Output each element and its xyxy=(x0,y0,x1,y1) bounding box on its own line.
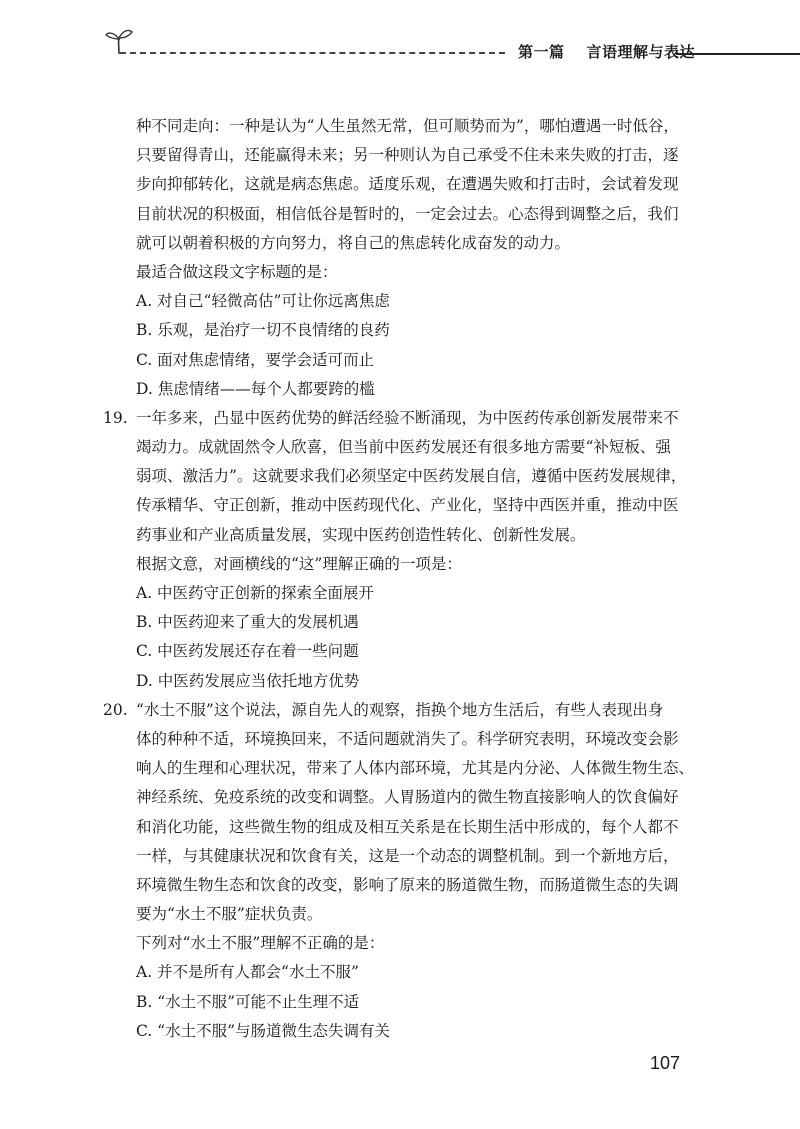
passage-line: 目前状况的积极面，相信低谷是暂时的，一定会过去。心态得到调整之后，我们 xyxy=(136,204,679,223)
page-content xyxy=(103,112,698,1046)
header-title xyxy=(518,41,695,62)
q19-option-b: B. 中医药迎来了重大的发展机遇 xyxy=(136,613,359,632)
q18-option-a: A. 对自己“轻微高估”可让你远离焦虑 xyxy=(136,292,390,311)
passage-line: 和消化功能，这些微生物的组成及相互关系是在长期生活中形成的，每个人都不 xyxy=(136,817,679,836)
passage-line: 一样，与其健康状况和饮食有关，这是一个动态的调整机制。到一个新地方后， xyxy=(136,846,679,865)
q20-number: 20. xyxy=(103,700,128,719)
q18-passage xyxy=(112,112,698,258)
q19-option-a: A. 中医药守正创新的探索全面展开 xyxy=(136,584,375,602)
passage-line: 就可以朝着积极的方向努力，将自己的焦虑转化成奋发的动力。 xyxy=(136,233,571,252)
header-dashed-rule xyxy=(120,52,505,54)
q20-line xyxy=(103,696,698,725)
passage-line: 响人的生理和心理状况，带来了人体内部环境，尤其是内分泌、人体微生物生态、 xyxy=(136,759,695,778)
q20-prompt: 下列对“水土不服”理解不正确的是： xyxy=(136,934,385,953)
passage-line: 步向抑郁转化，这就是病态焦虑。适度乐观，在遭遇失败和打击时，会试着发现 xyxy=(136,175,679,194)
q20-option-a: A. 并不是所有人都会“水土不服” xyxy=(136,963,359,982)
q18-option-d: D. 焦虑情绪——每个人都要跨的槛 xyxy=(136,379,375,398)
passage-line: 神经系统、免疫系统的改变和调整。人胃肠道内的微生物直接影响人的饮食偏好 xyxy=(136,788,679,807)
passage-line: 药事业和产业高质量发展，实现中医药创造性转化、创新性发展。 xyxy=(136,525,586,544)
q19-number: 19. xyxy=(103,408,128,427)
passage-line: 传承精华、守正创新，推动中医药现代化、产业化，坚持中西医并重，推动中医 xyxy=(136,496,679,515)
passage-line: 一年多来，凸显中医药优势的鲜活经验不断涌现，为中医药传承创新发展带来不 xyxy=(136,408,679,427)
passage-line: “水土不服”这个说法，源自先人的观察，指换个地方生活后，有些人表现出身 xyxy=(136,700,664,719)
q20-option-c: C. “水土不服”与肠道微生态失调有关 xyxy=(136,1021,391,1040)
q18-prompt: 最适合做这段文字标题的是： xyxy=(136,262,338,281)
q19-option-d: D. 中医药发展应当依托地方优势 xyxy=(136,671,360,690)
q19-option-c: C. 中医药发展还存在着一些问题 xyxy=(136,642,359,661)
q19-line xyxy=(103,404,698,433)
header-section-title: 言语理解与表达 xyxy=(586,43,696,61)
q19-prompt: 根据文意，对画横线的“这”理解正确的一项是： xyxy=(136,554,462,573)
q18-option-b: B. 乐观，是治疗一切不良情绪的良药 xyxy=(136,321,390,340)
passage-line: 竭动力。成就固然令人欣喜，但当前中医药发展还有很多地方需要“补短板、强 xyxy=(136,438,671,457)
passage-line: 只要留得青山，还能赢得未来；另一种则认为自己承受不住未来失败的打击，逐 xyxy=(136,146,679,165)
page-header xyxy=(0,0,800,80)
passage-line: 要为“水土不服”症状负责。 xyxy=(136,905,323,924)
passage-line: 种不同走向：一种是认为“人生虽然无常，但可顺势而为”，哪怕遭遇一时低谷， xyxy=(136,117,679,135)
header-solid-rule xyxy=(676,53,800,55)
passage-line: 体的种种不适，环境换回来，不适问题就消失了。科学研究表明，环境改变会影 xyxy=(136,729,679,748)
header-part: 第一篇 xyxy=(518,43,565,61)
page-number: 107 xyxy=(650,1053,681,1073)
q20-option-b: B. “水土不服”可能不止生理不适 xyxy=(136,992,360,1011)
passage-line: 弱项、激活力”。这就要求我们必须坚定中医药发展自信，遵循中医药发展规律， xyxy=(136,467,687,486)
q18-option-c: C. 面对焦虑情绪，要学会适可而止 xyxy=(136,350,375,369)
passage-line: 环境微生物生态和饮食的改变，影响了原来的肠道微生物，而肠道微生态的失调 xyxy=(136,875,679,894)
